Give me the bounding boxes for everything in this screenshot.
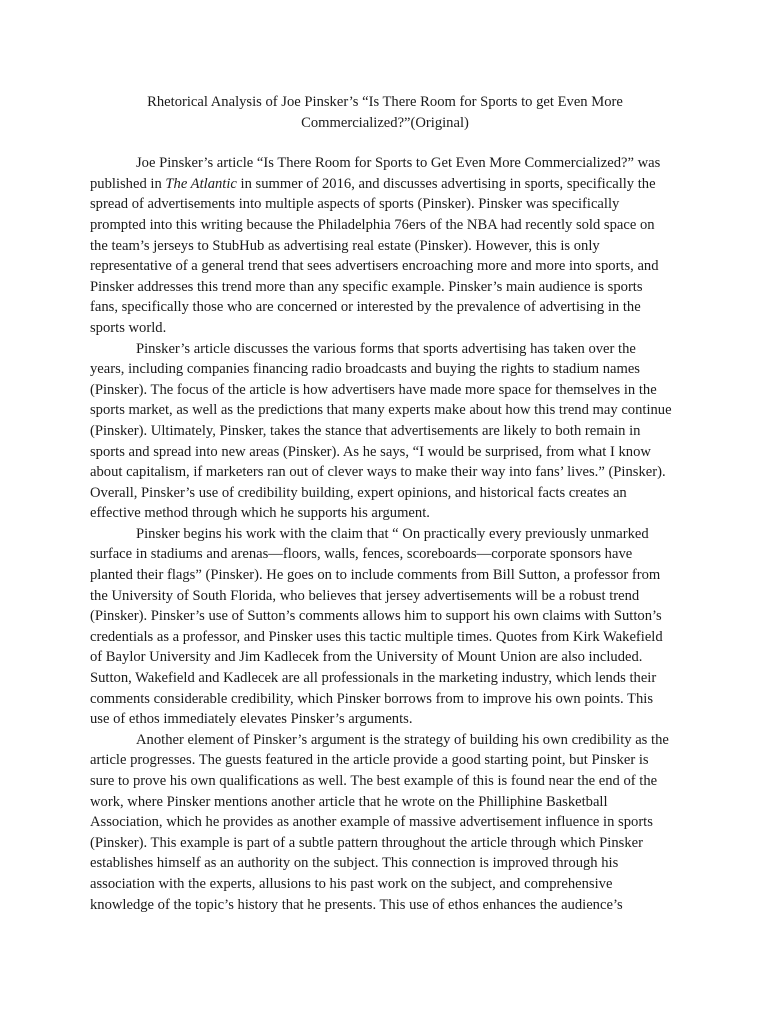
document-title: Rhetorical Analysis of Joe Pinsker’s “Is There Room for Sports to get Even More Commercialized?”(Original) [147,94,623,131]
publication-name: The Atlantic [165,175,237,192]
paragraph-2: Pinsker’s article discusses the various forms that sports advertising has taken over the years, including companies financing radio broadcasts and buying the rights to stadium names (Pinsker). The focus of the article is how advertisers have made more space for themselves in the sports market, as well as the predictions that many experts make about how this trend may continue (Pinsker). Ultimately, Pinsker, takes the stance that advertisements are likely to both remain in sports and spread into new areas (Pinsker). As he says, “I would be surprised, from what I know about capitalism, if marketers ran out of clever ways to make their way into fans’ lives.” (Pinsker). Overall, Pinsker’s use of credibility building, expert opinions, and historical facts creates an effective method through which he supports his argument. [90,340,672,522]
paragraph-1 [90,153,672,338]
paragraph-1-end: in summer of 2016, and discusses advertising in sports, specifically the spread of advertisements into multiple aspects of sports (Pinsker). Pinsker was specifically prompted into this writing because the Philadelphia 76ers of the NBA had recently sold space on the team’s jerseys to StubHub as advertising real estate (Pinsker). However, this is only representative of a general trend that sees advertisers encroaching more and more into sports, and Pinsker addresses this trend more than any specific example. Pinsker’s main audience is sports fans, specifically those who are concerned or interested by the prevalence of advertising in the sports world. [90,175,659,336]
paragraph-4: Another element of Pinsker’s argument is the strategy of building his own credibility as the article progresses. The guests featured in the article provide a good starting point, but Pinsker is sure to prove his own qualifications as well. The best example of this is found near the end of the work, where Pinsker mentions another article that he wrote on the Philliphine Basketball Association, which he provides as another example of massive advertisement influence in sports (Pinsker). This example is part of a subtle pattern throughout the article through which Pinsker establishes himself as an authority on the subject. This connection is improved through his association with the experts, allusions to his past work on the subject, and comprehensive knowledge of the topic’s history that he presents. This use of ethos enhances the audience’s [90,731,669,913]
paragraph-1-start: Joe Pinsker’s article “Is There Room for Sports to Get Even More Commercialized?” was published in [90,155,661,192]
paragraph-3: Pinsker begins his work with the claim that “ On practically every previously unmarked surface in stadiums and arenas—floors, walls, fences, scoreboards—corporate sponsors have planted their flags” (Pinsker). He goes on to include comments from Bill Sutton, a professor from the University of South Florida, who believes that jersey advertisements will be a robust trend (Pinsker). Pinsker’s use of Sutton’s comments allows him to support his own claims with Sutton’s credentials as a professor, and Pinsker uses this tactic multiple times. Quotes from Kirk Wakefield of Baylor University and Jim Kadlecek from the University of Mount Union are also included. Sutton, Wakefield and Kadlecek are all professionals in the marketing industry, which lends their comments considerable credibility, which Pinsker borrows from to improve his own points. This use of ethos immediately elevates Pinsker’s arguments. [90,525,663,728]
